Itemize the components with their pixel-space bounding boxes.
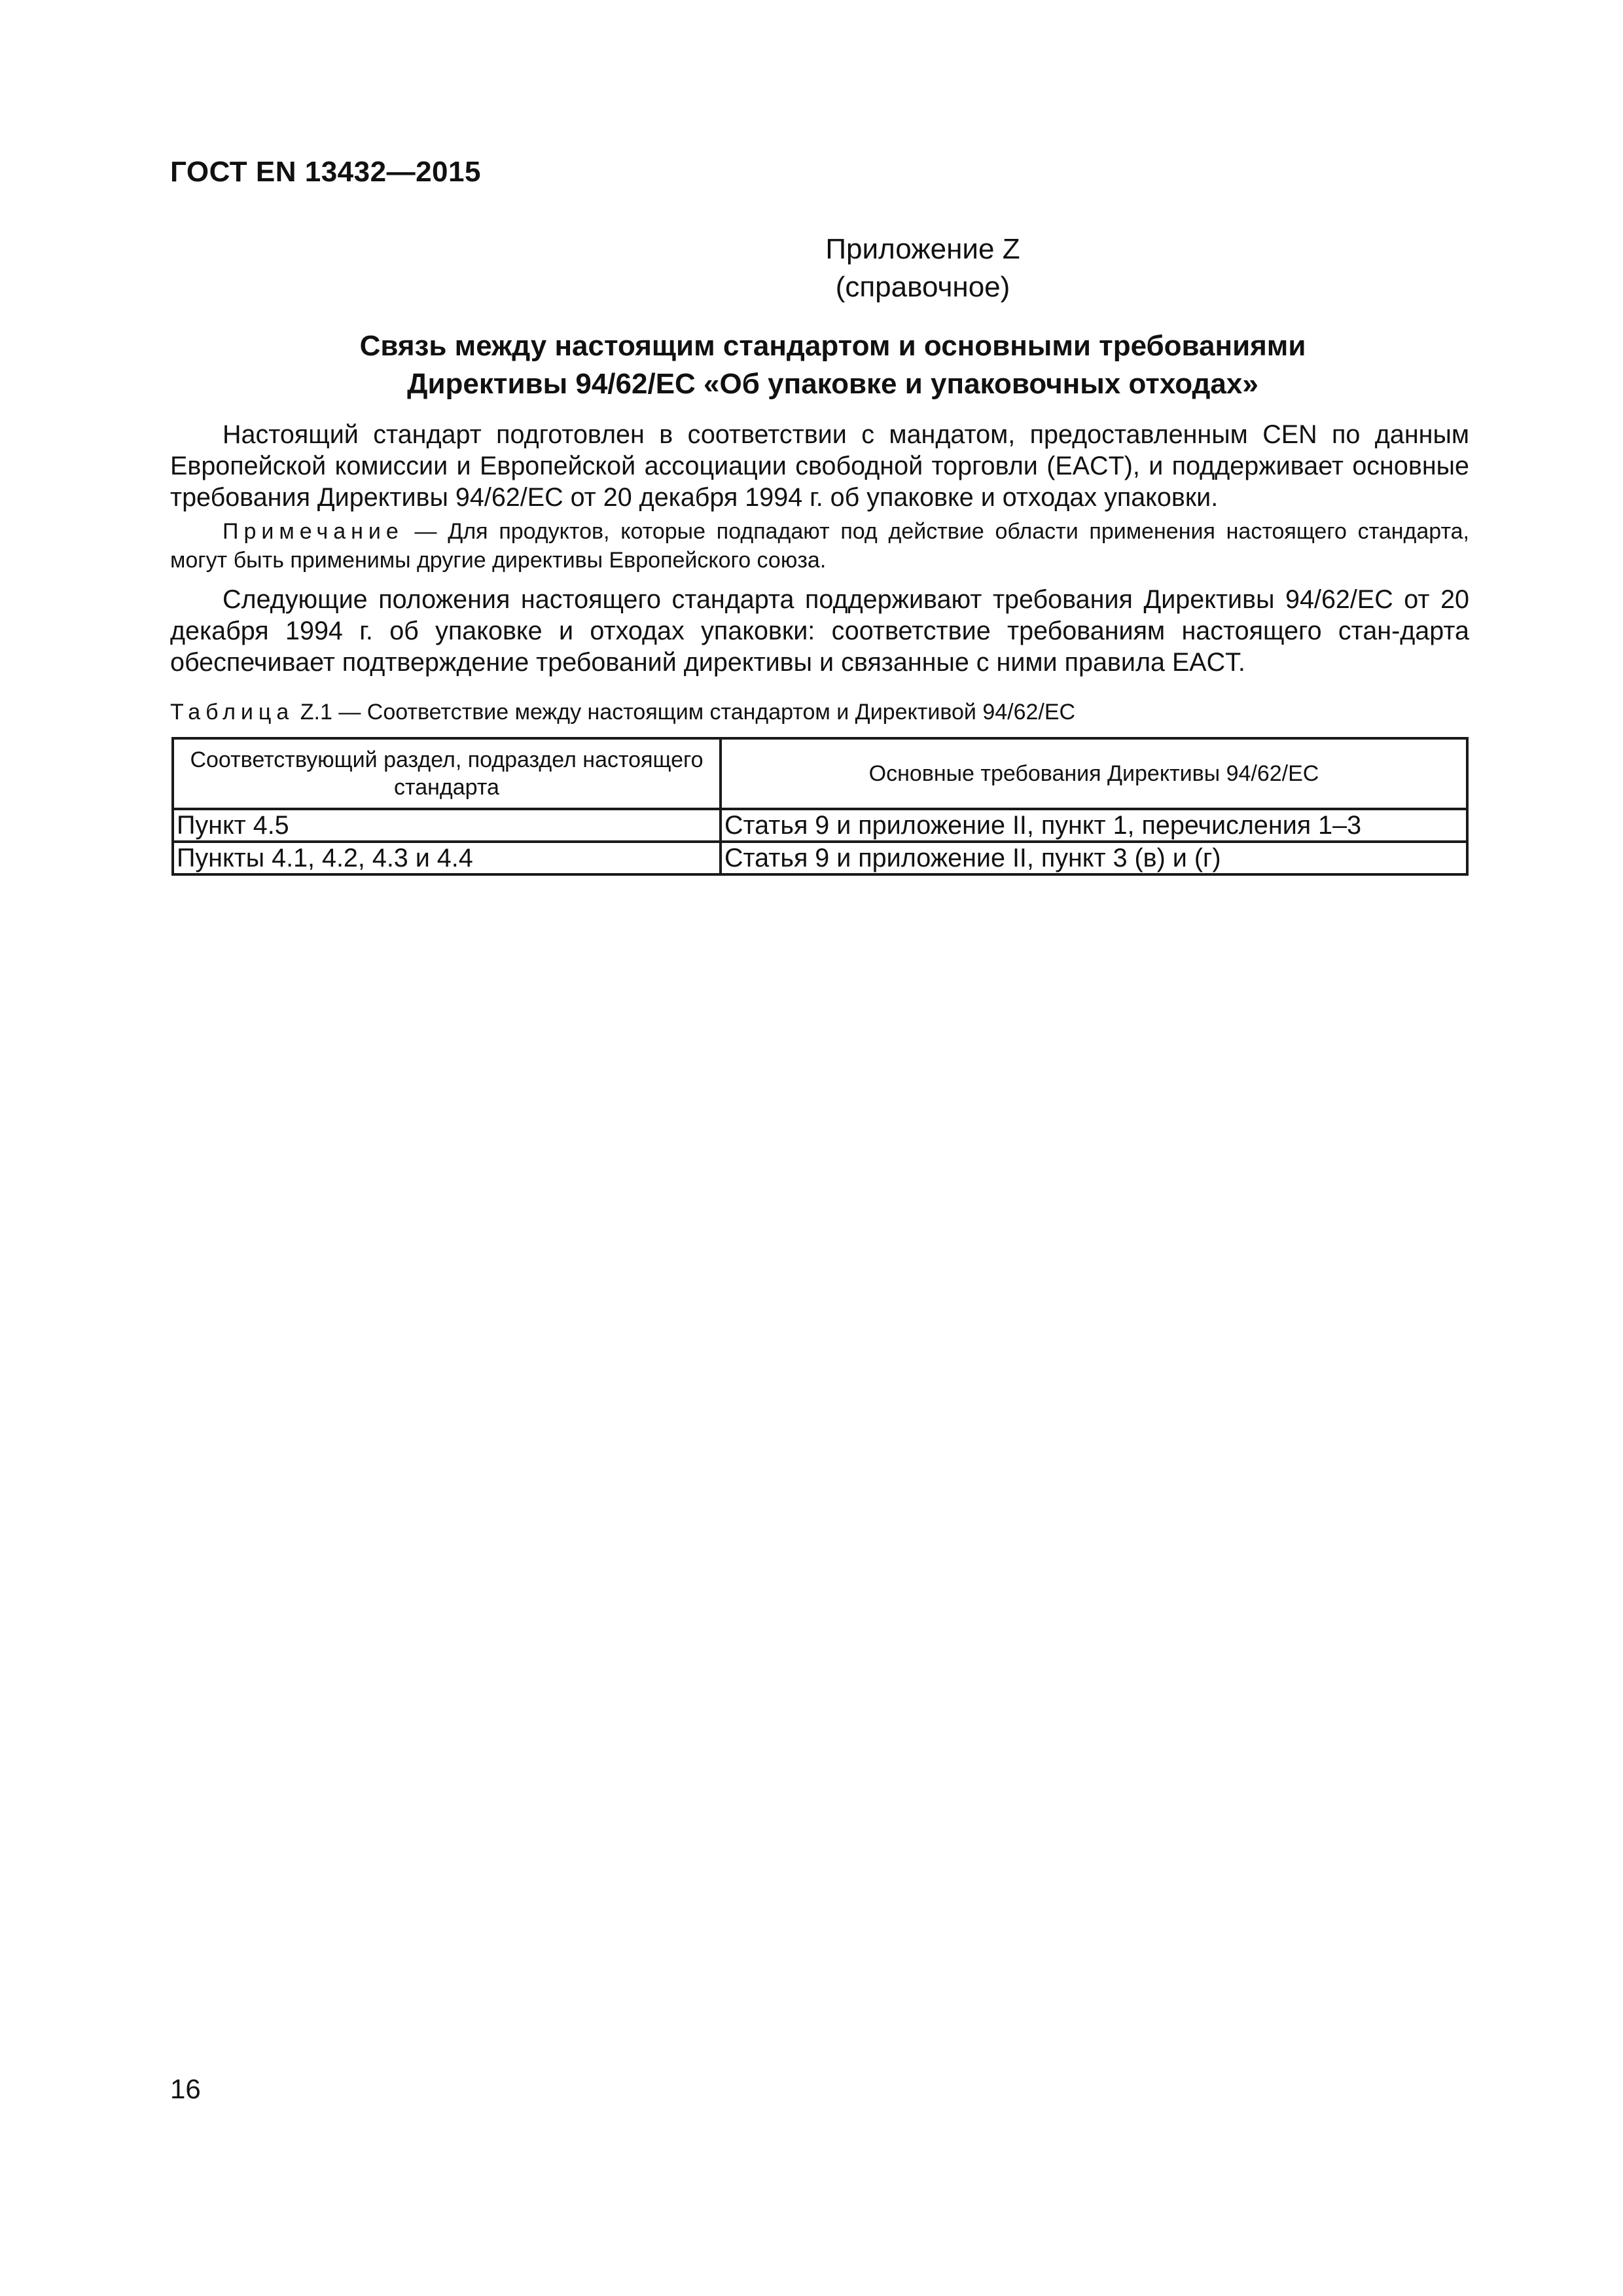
- table-caption-text: Z.1 — Соответствие между настоящим стандартом и Директивой 94/62/ЕС: [294, 700, 1076, 725]
- table-cell: Статья 9 и приложение II, пункт 1, перечисления 1–3: [721, 809, 1467, 842]
- section-title-line-1: Связь между настоящим стандартом и основными требованиями: [359, 330, 1306, 362]
- table-header-cell: Соответствующий раздел, подраздел настоящего стандарта: [173, 738, 721, 809]
- paragraph-provisions: Следующие положения настоящего стандарта поддерживают требования Директивы 94/62/ЕС от 20 декабря 1994 г. об упаковке и отходах упаковки: соответствие требованиям настоящего стан-дарта обеспечивает подтверждение требований директивы и связанные с ними правила EACT.: [170, 585, 1469, 677]
- correspondence-table: [171, 737, 1469, 876]
- note-label: Примечание: [223, 519, 404, 544]
- table-caption: [170, 698, 1075, 726]
- table-row: [173, 809, 1467, 842]
- section-title-line-2: Директивы 94/62/ЕС «Об упаковке и упаковочных отходах»: [407, 368, 1258, 400]
- paragraph-mandate: Настоящий стандарт подготовлен в соответствии с мандатом, предоставленным CEN по данным Европейской комиссии и Европейской ассоциации свободной торговли (EACT), и поддерживает основные требования Директивы 94/62/ЕС от 20 декабря 1994 г. об упаковке и отходах упаковки.: [170, 420, 1469, 512]
- note-text: — Для продуктов, которые подпадают под действие области применения настоящего стандарта, могут быть применимы другие директивы Европейского союза.: [170, 519, 1469, 573]
- table-cell: Пункты 4.1, 4.2, 4.3 и 4.4: [173, 842, 721, 874]
- page-number: 16: [170, 2073, 201, 2104]
- table-cell: Пункт 4.5: [173, 809, 721, 842]
- annex-title: Приложение Z: [825, 233, 1020, 265]
- annex-heading: [268, 230, 1577, 306]
- table-caption-label: Таблица: [170, 700, 294, 725]
- document-code: ГОСТ EN 13432—2015: [170, 156, 481, 188]
- note: [170, 517, 1469, 575]
- table-cell: Статья 9 и приложение II, пункт 3 (в) и (г): [721, 842, 1467, 874]
- table-header-cell: Основные требования Директивы 94/62/ЕС: [721, 738, 1467, 809]
- section-title: [85, 327, 1580, 403]
- table-row: [173, 842, 1467, 874]
- table-header-row: [173, 738, 1467, 809]
- annex-status: (справочное): [835, 271, 1010, 303]
